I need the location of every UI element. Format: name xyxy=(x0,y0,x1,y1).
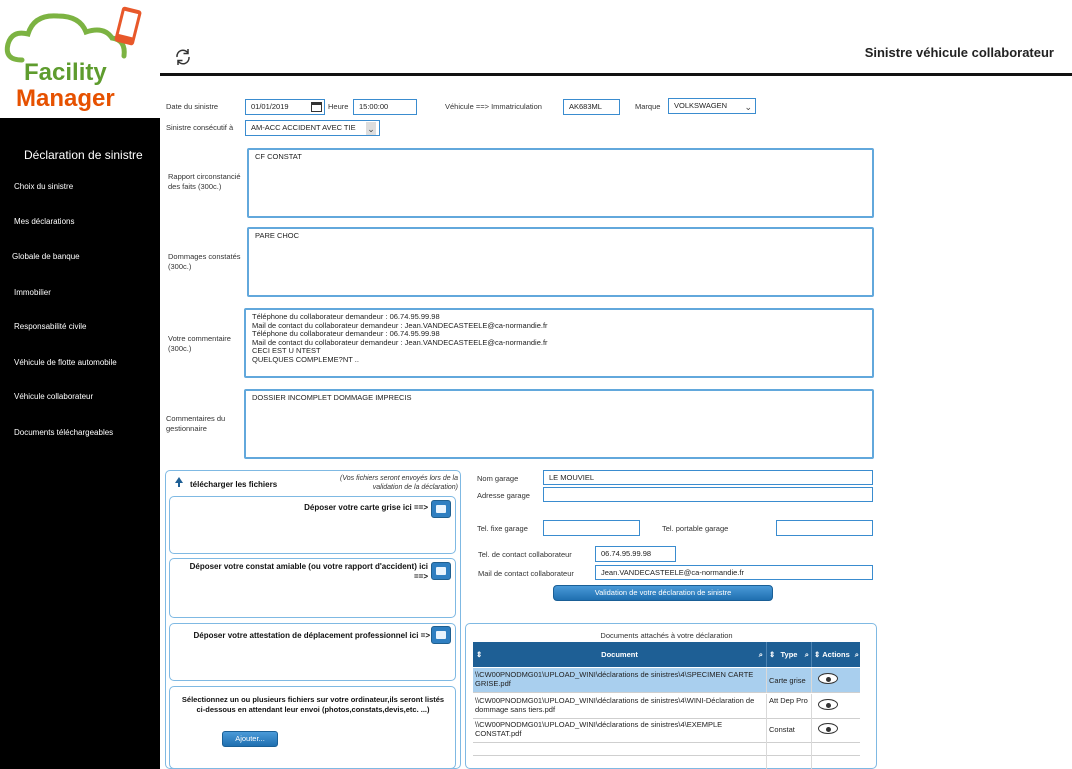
sidebar-item-immobilier[interactable]: Immobilier xyxy=(14,288,51,297)
consecutif-select[interactable] xyxy=(245,120,380,136)
commentaire-label: Votre commentaire (300c.) xyxy=(168,334,231,353)
column-actions-label: Actions xyxy=(822,650,850,659)
sidebar-item-globale-banque[interactable]: Globale de banque xyxy=(12,252,80,261)
rapport-textarea[interactable]: CF CONSTAT xyxy=(247,148,874,218)
marque-value: VOLKSWAGEN xyxy=(674,101,728,110)
view-eye-icon[interactable] xyxy=(818,699,838,710)
sort-icon: ⇕ xyxy=(476,650,483,659)
upload-constat-icon[interactable] xyxy=(431,562,451,580)
filter-search-icon[interactable]: ⌕ xyxy=(854,650,859,659)
document-type: Carte grise xyxy=(767,668,812,693)
column-document-label: Document xyxy=(601,650,638,659)
table-row[interactable] xyxy=(473,668,860,693)
adresse-garage-input[interactable] xyxy=(543,487,873,502)
documents-caption: Documents attachés à votre déclaration xyxy=(600,631,733,640)
rapport-label: Rapport circonstancié des faits (300c.) xyxy=(168,172,241,191)
filter-search-icon[interactable]: ⌕ xyxy=(804,650,809,659)
sidebar-item-choix-sinistre[interactable]: Choix du sinistre xyxy=(14,182,74,191)
column-document[interactable] xyxy=(473,642,767,667)
table-row[interactable] xyxy=(473,718,860,743)
commentaire-textarea[interactable]: Téléphone du collaborateur demandeur : 06.74.95.99.98 Mail de contact du collaborateur demandeur : Jean.VANDECASTEELE@ca-normandie.fr Téléphone du collaborateur demandeur : 06.74.95.99.98 Mail de contact du collaborateur demandeur : Jean.VANDECASTEELE@ca-normandie.fr CECI EST U NTEST QUELQUES COMPLEME?NT .. xyxy=(244,308,874,378)
upload-attestation-icon[interactable] xyxy=(431,626,451,644)
column-actions[interactable] xyxy=(812,642,860,667)
gestionnaire-textarea: DOSSIER INCOMPLET DOMMAGE IMPRECIS xyxy=(244,389,874,459)
vehicule-immat-label: Véhicule ==> Immatriculation xyxy=(445,102,542,111)
date-input[interactable] xyxy=(245,99,325,115)
carte-grise-label: Déposer votre carte grise ici ==> xyxy=(304,503,428,512)
mail-contact-label: Mail de contact collaborateur xyxy=(478,569,574,578)
sidebar xyxy=(0,118,160,769)
dommages-label: Dommages constatés (300c.) xyxy=(168,252,241,271)
page-title: Sinistre véhicule collaborateur xyxy=(864,45,1054,60)
gestionnaire-label: Commentaires du gestionnaire xyxy=(166,414,226,433)
column-type[interactable] xyxy=(767,642,812,667)
tel-portable-input[interactable] xyxy=(776,520,873,536)
column-type-label: Type xyxy=(780,650,798,659)
immatriculation-input[interactable]: AK683ML xyxy=(563,99,620,115)
actions-cell xyxy=(812,718,860,743)
empty-table-row xyxy=(473,743,860,756)
marque-select[interactable] xyxy=(668,98,756,114)
document-type: Constat xyxy=(767,718,812,743)
nom-garage-label: Nom garage xyxy=(477,474,519,483)
sidebar-item-vehicule-collaborateur[interactable]: Véhicule collaborateur xyxy=(14,392,94,401)
sort-icon: ⇕ xyxy=(769,650,776,659)
consecutif-value: AM-ACC ACCIDENT AVEC TIE xyxy=(251,123,356,132)
actions-cell xyxy=(812,694,860,719)
chevron-down-icon: ⌄ xyxy=(744,102,752,112)
tel-contact-input[interactable]: 06.74.95.99.98 xyxy=(595,546,676,562)
constat-label: Déposer votre constat amiable (ou votre rapport d'accident) ici ==> xyxy=(189,562,428,581)
attestation-label: Déposer votre attestation de déplacement professionnel ici => xyxy=(193,631,430,640)
upload-note: (Vos fichiers seront envoyés lors de la validation de la déclaration) xyxy=(339,475,458,491)
marque-label: Marque xyxy=(635,102,661,111)
facility-manager-logo xyxy=(0,0,160,118)
document-path: \\CW00PNODMG01\UPLOAD_WINI\déclarations de sinistres\4\EXEMPLE CONSTAT.pdf xyxy=(473,718,767,743)
empty-cell xyxy=(473,756,767,769)
date-value: 01/01/2019 xyxy=(251,102,289,111)
sort-icon: ⇕ xyxy=(814,650,821,659)
add-files-button[interactable]: Ajouter... xyxy=(222,731,278,747)
table-row[interactable] xyxy=(473,694,860,719)
refresh-icon[interactable] xyxy=(174,48,192,66)
chevron-down-icon: ⌄ xyxy=(367,124,375,134)
view-eye-icon[interactable] xyxy=(818,673,838,684)
tel-fixe-input[interactable] xyxy=(543,520,640,536)
nom-garage-input[interactable]: LE MOUVIEL xyxy=(543,470,873,485)
document-type: Att Dep Pro xyxy=(767,694,812,719)
calendar-icon[interactable] xyxy=(311,102,322,112)
empty-cell xyxy=(812,743,860,756)
consecutif-label: Sinistre consécutif à xyxy=(166,123,234,132)
date-label: Date du sinistre xyxy=(166,102,219,111)
sidebar-item-vehicule-flotte[interactable]: Véhicule de flotte automobile xyxy=(14,358,117,367)
heure-label: Heure xyxy=(328,102,349,111)
tel-fixe-label: Tel. fixe garage xyxy=(477,524,528,533)
sidebar-title: Déclaration de sinistre xyxy=(24,148,143,162)
adresse-garage-label: Adresse garage xyxy=(477,491,530,500)
empty-cell xyxy=(473,743,767,756)
view-eye-icon[interactable] xyxy=(818,723,838,734)
filter-search-icon[interactable]: ⌕ xyxy=(758,650,763,659)
empty-cell xyxy=(812,756,860,769)
heure-input[interactable]: 15:00:00 xyxy=(353,99,417,115)
tel-contact-label: Tel. de contact collaborateur xyxy=(478,550,572,559)
documents-table-header xyxy=(473,642,860,667)
upload-arrow-stem xyxy=(178,482,180,487)
file-select-text: Sélectionnez un ou plusieurs fichiers sur votre ordinateur,ils seront listés ci-dessous en attendant leur envoi (photos,constats,devis,etc. ...) xyxy=(181,695,445,714)
empty-cell xyxy=(767,743,812,756)
mail-contact-input[interactable]: Jean.VANDECASTEELE@ca-normandie.fr xyxy=(595,565,873,580)
document-path: \\CW00PNODMG01\UPLOAD_WINI\déclarations de sinistres\4\WINI-Déclaration de dommage sans tiers.pdf xyxy=(473,694,767,719)
sidebar-item-responsabilite-civile[interactable]: Responsabilité civile xyxy=(14,322,87,331)
sidebar-item-documents-telechargeables[interactable]: Documents téléchargeables xyxy=(14,428,114,437)
actions-cell xyxy=(812,668,860,693)
upload-carte-grise-icon[interactable] xyxy=(431,500,451,518)
empty-table-row xyxy=(473,756,860,769)
logo-text-line1: Facility xyxy=(24,59,107,86)
logo-text-line2: Manager xyxy=(16,85,115,112)
document-path: \\CW00PNODMG01\UPLOAD_WINI\déclarations de sinistres\4\SPECIMEN CARTE GRISE.pdf xyxy=(473,668,767,693)
sidebar-item-mes-declarations[interactable]: Mes déclarations xyxy=(14,217,75,226)
upload-title: télécharger les fichiers xyxy=(190,480,278,489)
empty-cell xyxy=(767,756,812,769)
dommages-textarea[interactable]: PARE CHOC xyxy=(247,227,874,297)
page-header xyxy=(160,0,1072,76)
validate-declaration-button[interactable]: Validation de votre déclaration de sinistre xyxy=(553,585,773,601)
tel-portable-label: Tel. portable garage xyxy=(662,524,729,533)
